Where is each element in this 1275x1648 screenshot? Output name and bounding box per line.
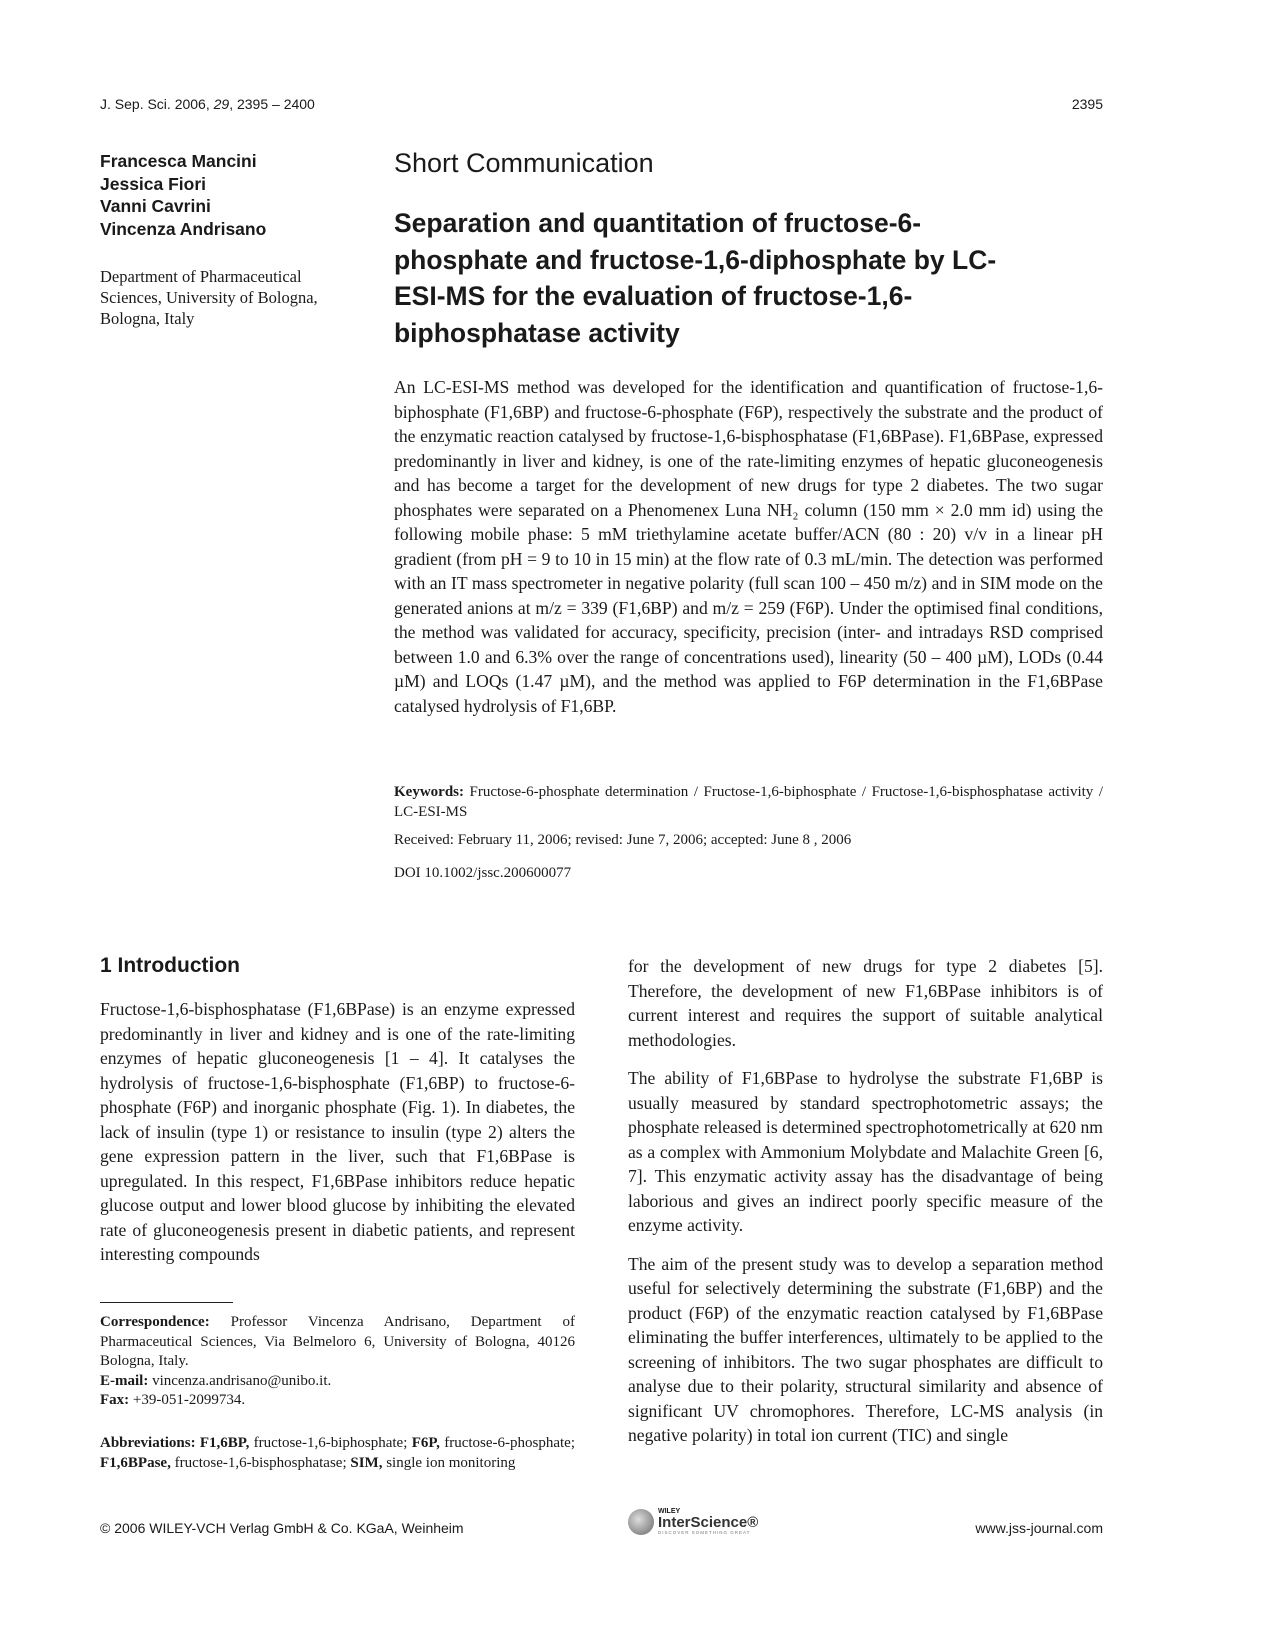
globe-icon [628,1509,654,1535]
abbr-def: fructose-6-phosphate; [439,1435,575,1451]
doi[interactable]: DOI 10.1002/jssc.200600077 [394,865,572,881]
author: Vanni Cavrini [100,196,211,216]
citation-prefix: J. Sep. Sci. 2006, [100,96,214,112]
correspondence-label: Correspondence: [100,1314,210,1330]
volume: 29 [213,96,230,112]
paragraph: for the development of new drugs for type 2 diabetes [5]. Therefore, the development of new F1,6BPase inhibitors is of current interest and requires the support of suitable analytical methodologies. [628,956,1103,1050]
keywords [394,782,1103,822]
abbr-def: single ion monitoring [382,1454,516,1471]
abbr: SIM, [350,1454,383,1471]
affiliation: Department of Pharmaceutical Sciences, University of Bologna, Bologna, Italy [100,267,318,328]
body-column-left [100,997,575,1281]
paragraph: The aim of the present study was to develop a separation method useful for selectively determining the substrate (F1,6BP) and the product (F6P) of the enzymatic reaction catalysed by F1,6BPase eliminating the buffer interferences, ultimately to be applied to the screening of inhibitors. The two sugar phosphates are difficult to analyse due to their polarity, structural similarity and absence of significant UV chromophores. Therefore, LC-MS analysis (in negative polarity) in total ion current (TIC) and single [628,1253,1103,1445]
author: Francesca Mancini [100,151,257,171]
keywords-label: Keywords: [394,784,464,800]
received-dates: Received: February 11, 2006; revised: June 7, 2006; accepted: June 8 , 2006 [394,832,852,848]
author: Jessica Fiori [100,173,207,194]
correspondence-text: Professor Vincenza Andrisano, Department of Pharmaceutical Sciences, Via Belmeloro 6, University of Bologna, 40126 Bologna, Italy. [100,1314,575,1369]
fax-label: Fax: [100,1392,130,1408]
footnote-divider [100,1302,233,1303]
abstract: An LC-ESI-MS method was developed for the identification and quantification of fructose-1,6-biphosphate (F1,6BP) and fructose-6-phosphate (F6P), respectively the substrate and the product of the enzymatic reaction catalysed by fructose-1,6-bisphosphatase (F1,6BPase). F1,6BPase, expressed predominantly in liver and kidney, is one of the rate-limiting enzymes of hepatic gluconeogenesis and has become a target for the development of new drugs for type 2 diabetes. The two sugar phosphates were separated on a Phenomenex Luna NH₂ column (150 mm × 2.0 mm id) using the following mobile phase: 5 mM triethylamine acetate buffer/ACN (80 : 20) v/v in a linear pH gradient (from pH = 9 to 10 in 15 min) at the flow rate of 0.3 mL/min. The detection was performed with an IT mass spectrometer in negative polarity (full scan 100 – 450 m/z) and in SIM mode on the generated anions at m/z = 339 (F1,6BP) and m/z = 259 (F6P). Under the optimised final conditions, the method was validated for accuracy, specificity, precision (inter- and intradays RSD comprised between 1.0 and 6.3% over the range of concentrations used), linearity (50 – 400 µM), LODs (0.44 µM) and LOQs (1.47 µM), and the method was applied to F6P determination in the F1,6BPase catalysed hydrolysis of F1,6BP. [394,377,1103,716]
logo-tagline: DISCOVER SOMETHING GREAT [658,1530,751,1535]
email-label: E-mail: [100,1372,149,1389]
abbreviations [100,1434,575,1473]
fax-number: +39-051-2099734. [129,1392,246,1408]
abbreviations-label: Abbreviations: [100,1435,196,1451]
running-header-citation [100,96,315,112]
abbr: F6P, [411,1435,440,1451]
paragraph: The ability of F1,6BPase to hydrolyse the substrate F1,6BP is usually measured by standard spectrophotometric assays; the phosphate released is determined spectrophotometrically at 620 nm as a complex with Ammonium Molybdate and Malachite Green [6, 7]. This enzymatic activity assay has the disadvantage of being laborious and gives an indirect poorly specific measure of the enzyme activity. [628,1068,1103,1235]
wiley-interscience-logo [628,1508,758,1535]
correspondence-footnote [100,1313,575,1411]
email-link[interactable]: vincenza.andrisano@unibo.it. [148,1372,332,1389]
journal-url[interactable]: www.jss-journal.com [975,1520,1103,1536]
article-type: Short Communication [394,148,654,178]
abbr-def: fructose-1,6-bisphosphatase; [170,1454,351,1471]
keywords-text: Fructose-6-phosphate determination / Fructose-1,6-biphosphate / Fructose-1,6-bisphosphatase activity / LC-ESI-MS [394,784,1103,820]
abbr-def: fructose-1,6-biphosphate; [249,1435,412,1451]
author: Vincenza Andrisano [100,218,267,239]
author-list [100,150,266,240]
paragraph: Fructose-1,6-bisphosphatase (F1,6BPase) is an enzyme expressed predominantly in liver and kidney and is one of the rate-limiting enzymes of hepatic gluconeogenesis [1 – 4]. It catalyses the hydrolysis of fructose-1,6-bisphosphate (F1,6BP) to fructose-6-phosphate (F6P) and inorganic phosphate (Fig. 1). In diabetes, the lack of insulin (type 1) or resistance to insulin (type 2) alters the gene expression pattern in the liver, such that F1,6BPase is upregulated. In this respect, F1,6BPase inhibitors reduce hepatic glucose output and lower blood glucose by inhibiting the elevated rate of gluconeogenesis present in diabetic patients, and represent interesting compounds [100,999,575,1264]
abbr: F1,6BPase, [100,1454,171,1471]
copyright: © 2006 WILEY-VCH Verlag GmbH & Co. KGaA, Weinheim [100,1520,464,1536]
page-number: 2395 [1071,96,1103,112]
logo-main: InterScience® [658,1514,759,1531]
section-heading: 1 Introduction [100,954,240,977]
article-title: Separation and quantitation of fructose-6-phosphate and fructose-1,6-diphosphate by LC-ESI-MS for the evaluation of fructose-1,6-biphosphatase activity [394,208,997,348]
abbr: F1,6BP, [195,1435,250,1451]
citation-pages: , 2395 – 2400 [229,96,315,112]
logo-top: WILEY [658,1508,681,1515]
body-column-right [628,954,1103,1462]
